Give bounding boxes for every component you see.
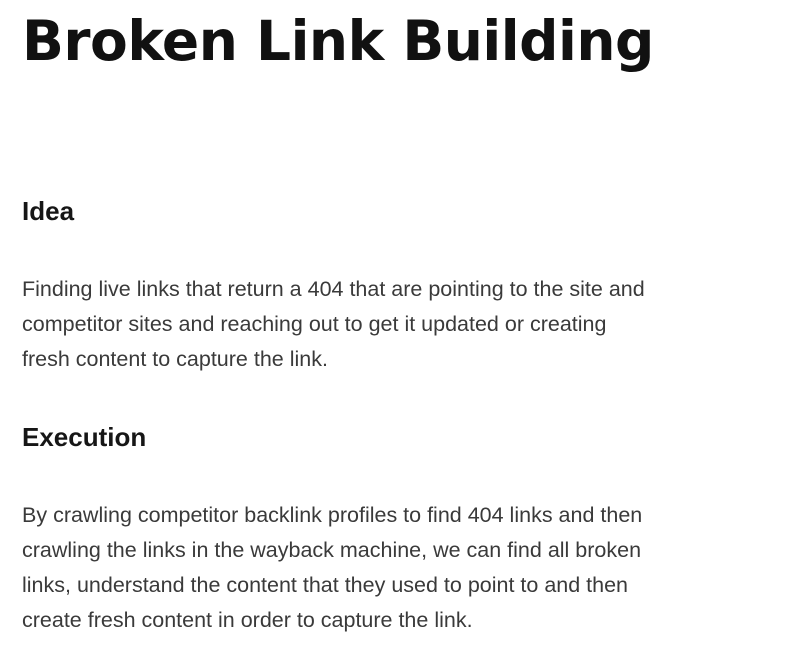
body-line: competitor sites and reaching out to get it updated or creating [22,312,607,336]
body-line: create fresh content in order to capture the link. [22,608,473,632]
page-title: Broken Link Building [22,9,654,73]
section-heading-execution: Execution [22,422,147,452]
body-line: links, understand the content that they used to point to and then [22,573,629,597]
body-line: crawling the links in the wayback machine, we can find all broken [22,538,642,562]
section-body-idea [22,272,645,377]
body-line: Finding live links that return a 404 that are pointing to the site and [22,277,645,301]
body-line: fresh content to capture the link. [22,347,328,371]
section-heading-idea: Idea [22,196,75,226]
body-line: By crawling competitor backlink profiles to find 404 links and then [22,503,643,527]
section-body-execution [22,498,642,638]
